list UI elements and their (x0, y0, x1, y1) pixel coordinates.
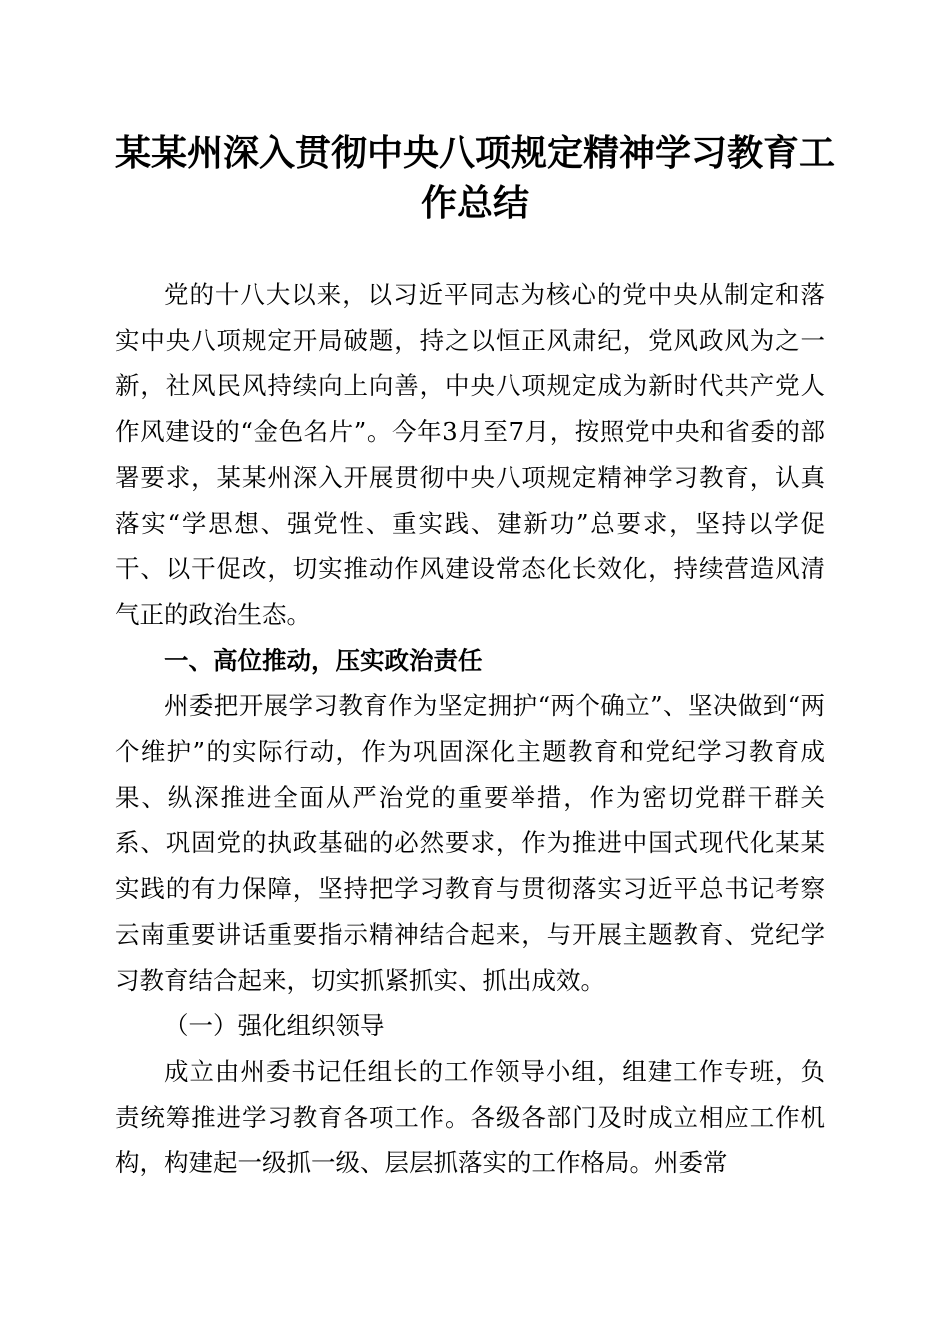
section-heading-1: 一、高位推动，压实政治责任 (164, 645, 483, 675)
subsection-1-paragraph: 成立由州委书记任组长的工作领导小组，组建工作专班，负责统筹推进学习教育各项工作。各级各部门及时成立相应工作机构，构建起一级抓一级、层层抓落实的工作格局。州委常 (115, 1056, 825, 1178)
section-1-paragraph: 州委把开展学习教育作为坚定拥护“两个确立”、坚决做到“两个维护”的实际行动，作为巩固深化主题教育和党纪学习教育成果、纵深推进全面从严治党的重要举措，作为密切党群干群关系、巩固党的执政基础的必然要求，作为推进中国式现代化某某实践的有力保障，坚持把学习教育与贯彻落实习近平总书记考察云南重要讲话重要指示精神结合起来，与开展主题教育、党纪学习教育结合起来，切实抓紧抓实、抓出成效。 (115, 691, 825, 995)
subsection-heading-1: （一）强化组织领导 (164, 1011, 385, 1041)
intro-paragraph: 党的十八大以来，以习近平同志为核心的党中央从制定和落实中央八项规定开局破题，持之以恒正风肃纪，党风政风为之一新，社风民风持续向上向善，中央八项规定成为新时代共产党人作风建设的“金色名片”。今年3月至7月，按照党中央和省委的部署要求，某某州深入开展贯彻中央八项规定精神学习教育，认真落实“学思想、强党性、重实践、建新功”总要求，坚持以学促干、以干促改，切实推动作风建设常态化长效化，持续营造风清气正的政治生态。 (115, 280, 825, 629)
document-body (115, 272, 825, 1186)
document-title: 某某州深入贯彻中央八项规定精神学习教育工作总结 (114, 132, 835, 224)
